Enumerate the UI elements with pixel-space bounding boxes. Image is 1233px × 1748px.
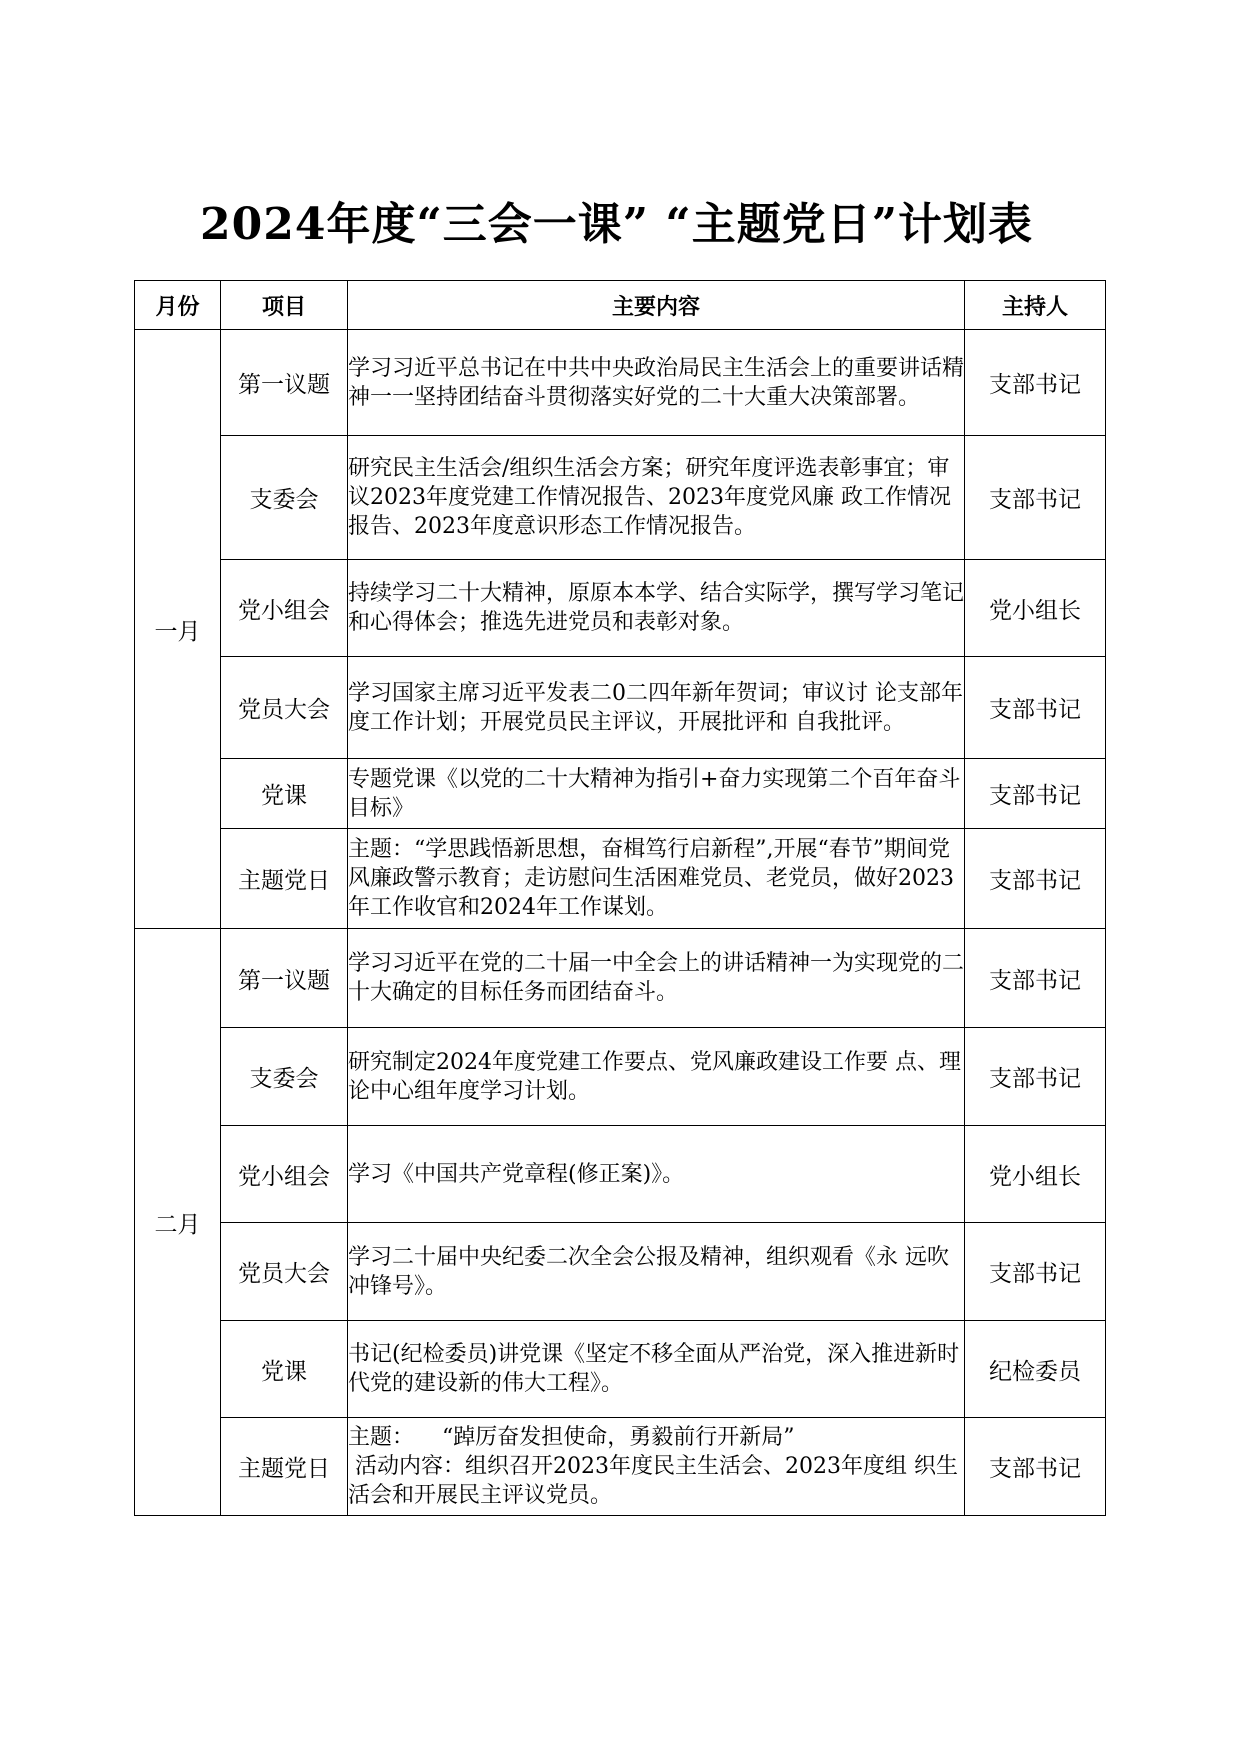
header-month: 月份 xyxy=(135,281,221,330)
item-cell: 党小组会 xyxy=(221,560,348,657)
month-cell: 一月 xyxy=(135,330,221,929)
header-item: 项目 xyxy=(221,281,348,330)
table-row xyxy=(135,1418,1106,1516)
content-cell: 学习二十届中央纪委二次全会公报及精神，组织观看《永 远吹冲锋号》。 xyxy=(348,1223,965,1321)
host-cell: 支部书记 xyxy=(965,759,1106,829)
table-header-row xyxy=(135,281,1106,330)
item-cell: 党员大会 xyxy=(221,657,348,759)
host-cell: 纪检委员 xyxy=(965,1321,1106,1418)
content-cell: 主题： “踔厉奋发担使命，勇毅前行开新局” 活动内容：组织召开2023年度民主生活会、2023年度组 织生活会和开展民主评议党员。 xyxy=(348,1418,965,1516)
month-cell: 二月 xyxy=(135,929,221,1516)
content-cell: 持续学习二十大精神，原原本本学、结合实际学，撰写学习笔记和心得体会；推选先进党员和表彰对象。 xyxy=(348,560,965,657)
table-row xyxy=(135,929,1106,1028)
host-cell: 党小组长 xyxy=(965,560,1106,657)
table-row xyxy=(135,829,1106,929)
table-row xyxy=(135,1126,1106,1223)
host-cell: 支部书记 xyxy=(965,1418,1106,1516)
content-cell: 研究民主生活会/组织生活会方案；研究年度评选表彰事宜；审议2023年度党建工作情况报告、2023年度党风廉 政工作情况报告、2023年度意识形态工作情况报告。 xyxy=(348,436,965,560)
item-cell: 第一议题 xyxy=(221,929,348,1028)
content-cell: 学习国家主席习近平发表二0二四年新年贺词；审议讨 论支部年度工作计划；开展党员民主评议，开展批评和 自我批评。 xyxy=(348,657,965,759)
item-cell: 党员大会 xyxy=(221,1223,348,1321)
item-cell: 支委会 xyxy=(221,1028,348,1126)
item-cell: 支委会 xyxy=(221,436,348,560)
table-row xyxy=(135,330,1106,436)
item-cell: 党课 xyxy=(221,759,348,829)
item-cell: 党课 xyxy=(221,1321,348,1418)
host-cell: 支部书记 xyxy=(965,929,1106,1028)
content-cell: 学习《中国共产党章程(修正案)》。 xyxy=(348,1126,965,1223)
table-row xyxy=(135,657,1106,759)
item-cell: 主题党日 xyxy=(221,829,348,929)
item-cell: 主题党日 xyxy=(221,1418,348,1516)
content-cell: 研究制定2024年度党建工作要点、党风廉政建设工作要 点、理论中心组年度学习计划。 xyxy=(348,1028,965,1126)
host-cell: 支部书记 xyxy=(965,330,1106,436)
content-cell: 学习习近平在党的二十届一中全会上的讲话精神一为实现党的二十大确定的目标任务而团结奋斗。 xyxy=(348,929,965,1028)
host-cell: 支部书记 xyxy=(965,657,1106,759)
item-cell: 党小组会 xyxy=(221,1126,348,1223)
table-row xyxy=(135,436,1106,560)
table-row xyxy=(135,1223,1106,1321)
page-title: 2024年度“三会一课” “主题党日”计划表 xyxy=(199,199,1033,250)
header-content: 主要内容 xyxy=(348,281,965,330)
host-cell: 支部书记 xyxy=(965,1223,1106,1321)
content-cell: 学习习近平总书记在中共中央政治局民主生活会上的重要讲话精神一一坚持团结奋斗贯彻落实好党的二十大重大决策部署。 xyxy=(348,330,965,436)
header-host: 主持人 xyxy=(965,281,1106,330)
host-cell: 党小组长 xyxy=(965,1126,1106,1223)
content-cell: 专题党课《以党的二十大精神为指引+奋力实现第二个百年奋斗目标》 xyxy=(348,759,965,829)
host-cell: 支部书记 xyxy=(965,829,1106,929)
host-cell: 支部书记 xyxy=(965,1028,1106,1126)
host-cell: 支部书记 xyxy=(965,436,1106,560)
plan-table xyxy=(134,280,1106,1516)
table-row xyxy=(135,759,1106,829)
table-row xyxy=(135,1321,1106,1418)
table-row xyxy=(135,1028,1106,1126)
content-cell: 主题：“学思践悟新思想，奋楫笃行启新程”,开展“春节”期间党风廉政警示教育；走访慰问生活困难党员、老党员，做好2023年工作收官和2024年工作谋划。 xyxy=(348,829,965,929)
item-cell: 第一议题 xyxy=(221,330,348,436)
content-cell: 书记(纪检委员)讲党课《坚定不移全面从严治党，深入推进新时代党的建设新的伟大工程》。 xyxy=(348,1321,965,1418)
table-row xyxy=(135,560,1106,657)
